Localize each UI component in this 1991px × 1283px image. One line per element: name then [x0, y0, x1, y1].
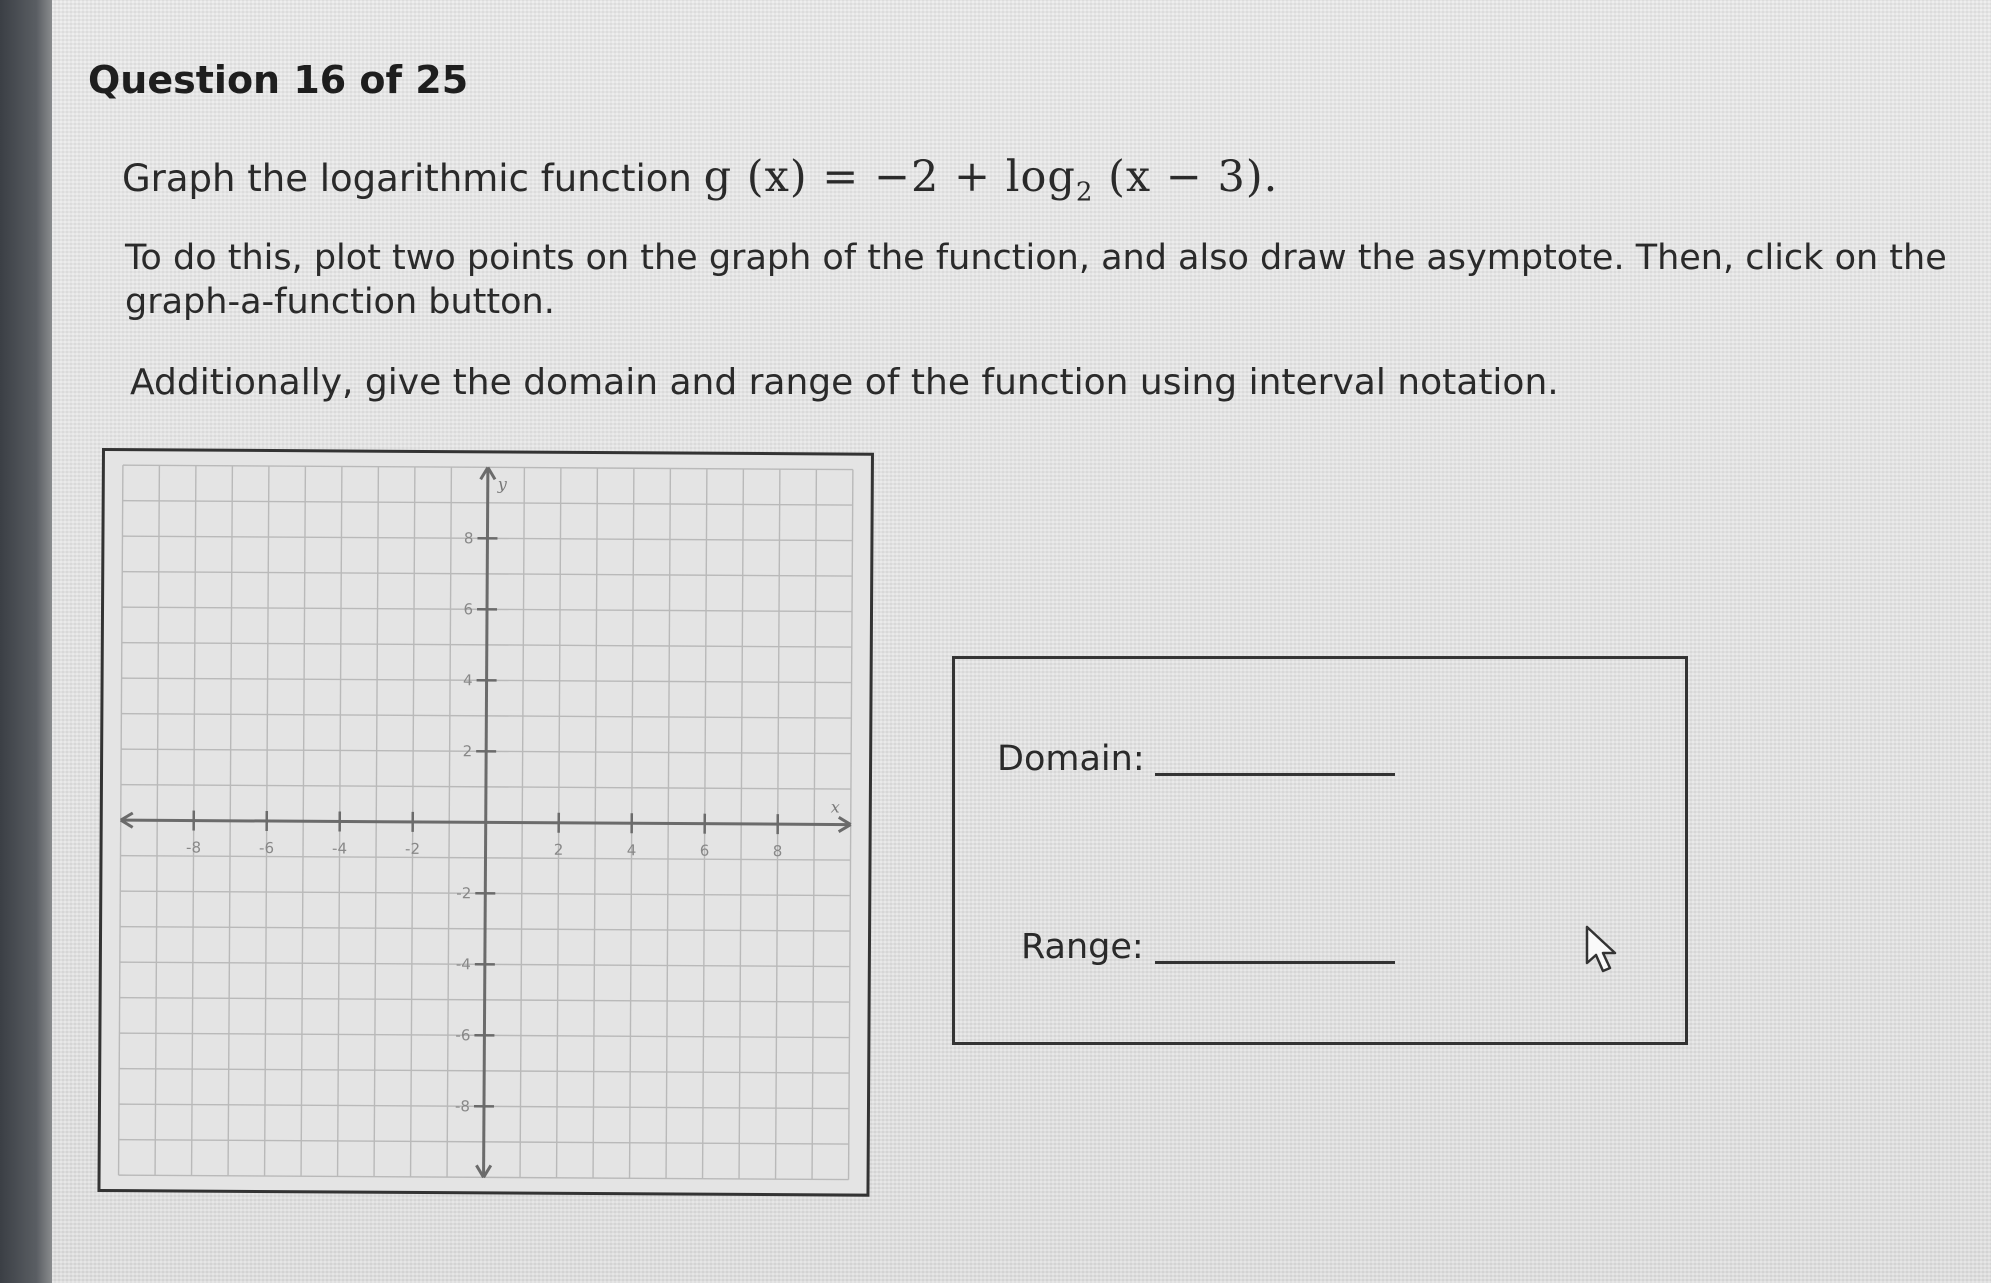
x-tick-label: 4	[626, 841, 637, 860]
domain-label: Domain:	[997, 739, 1145, 779]
x-tick-label: -6	[259, 838, 275, 858]
x-tick-label: 6	[699, 841, 710, 860]
y-tick-label: -8	[454, 1097, 471, 1116]
question-prompt	[122, 152, 1278, 208]
function-log-base: 2	[1075, 177, 1094, 208]
function-expression	[703, 152, 1279, 208]
domain-range-panel	[952, 656, 1688, 1045]
question-number: Question 16 of 25	[88, 58, 469, 102]
graphing-canvas[interactable]	[97, 448, 874, 1197]
additional-instructions: Additionally, give the domain and range of the function using interval notation.	[130, 362, 1559, 403]
question-page	[52, 0, 1991, 1283]
function-main: g (x) = −2 + log	[703, 152, 1076, 202]
x-tick-label: -4	[332, 839, 348, 858]
y-tick-label: 4	[462, 671, 473, 690]
x-tick-label: -2	[405, 839, 421, 858]
instructions-text: To do this, plot two points on the graph of the function, and also draw the asymptote. Then, click on the graph-a-function button.	[125, 238, 1947, 322]
coordinate-grid[interactable]	[100, 451, 870, 1194]
y-tick-label: 6	[463, 600, 474, 619]
y-tick-label: -4	[455, 955, 471, 974]
domain-input[interactable]	[1155, 773, 1395, 776]
x-tick-label: 2	[553, 840, 564, 859]
function-tail: (x − 3).	[1093, 152, 1279, 202]
y-tick-label: 8	[463, 529, 474, 548]
y-axis-label: y	[497, 474, 507, 494]
prompt-lead: Graph the logarithmic function	[122, 157, 704, 200]
range-input[interactable]	[1155, 961, 1395, 964]
x-tick-label: 8	[772, 842, 783, 861]
monitor-bezel	[0, 0, 52, 1283]
x-tick-label: -8	[186, 838, 202, 857]
y-tick-label: 2	[462, 742, 473, 761]
range-label: Range:	[1021, 927, 1144, 967]
y-tick-label: -2	[456, 884, 472, 903]
y-tick-label: -6	[455, 1026, 471, 1045]
x-axis-label: x	[830, 797, 840, 817]
pointer-cursor-icon	[1584, 925, 1624, 977]
